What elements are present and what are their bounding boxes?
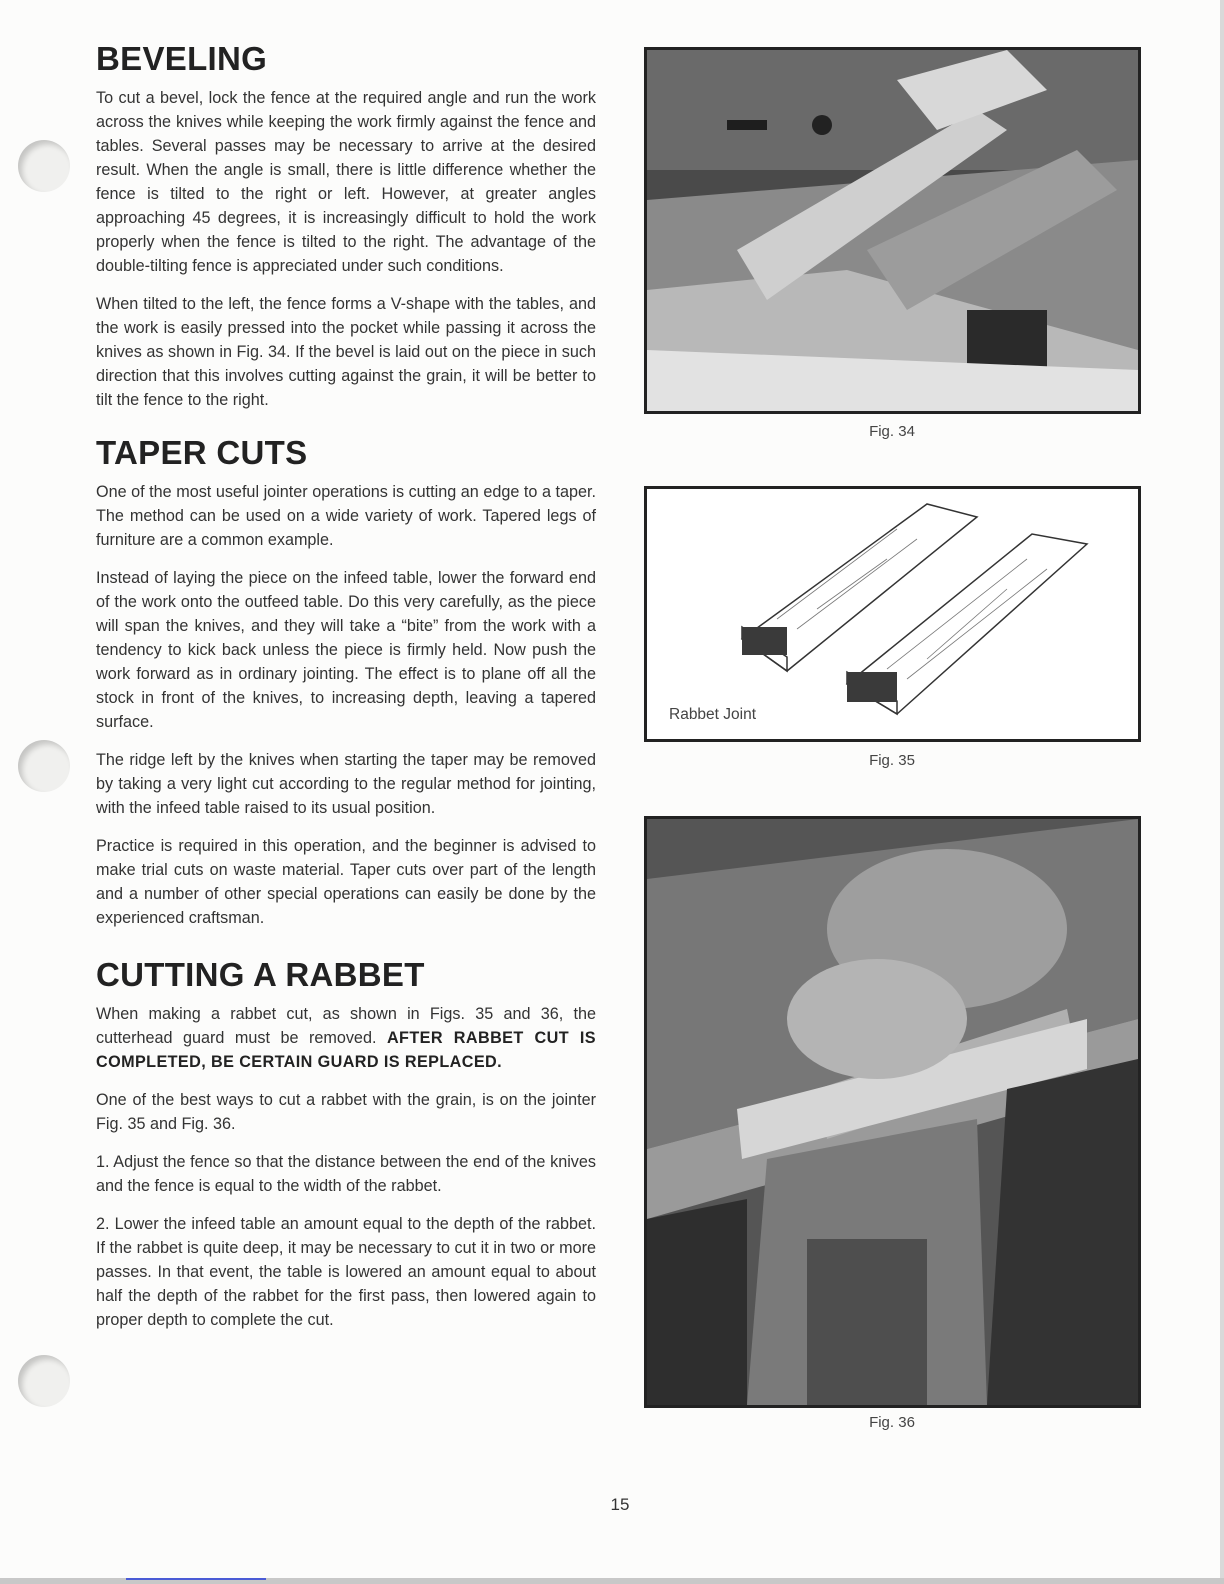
fig36-illustration [647,819,1138,1405]
section-cutting-rabbet [96,956,596,1332]
paragraph [96,1002,596,1074]
fig35-diagram [644,486,1141,742]
page-edge [1220,0,1224,1584]
paragraph: To cut a bevel, lock the fence at the required angle and run the work across the knives while keeping the work firmly against the fence and tables. Several passes may be necessary to arrive at the desired result. When the angle is small, there is little difference whether the fence is tilted to the right or left. However, at greater angles approaching 45 degrees, it is increasingly difficult to hold the work properly when the fence is tilted to the right. The advantage of the double-tilting fence is appreciated under such conditions. [96,89,596,275]
bottom-link-underline [126,1578,266,1580]
binder-hole [18,740,70,792]
fig34-caption: Fig. 34 [869,423,915,440]
section-taper-cuts [96,434,596,930]
fig36-caption: Fig. 36 [869,1414,915,1431]
paragraph: One of the most useful jointer operations is cutting an edge to a taper. The method can be used on a wide variety of work. Tapered legs of furniture are a common example. [96,483,596,549]
guard-warning: AFTER RABBET CUT IS COMPLETED, BE CERTAIN GUARD IS REPLACED. [96,1029,597,1071]
paragraph: The ridge left by the knives when starting the taper may be removed by taking a very light cut according to the regular method for jointing, with the infeed table raised to its usual position. [96,751,596,817]
page-number: 15 [610,1495,630,1514]
fig35-illustration [647,489,1138,739]
text-column [96,40,596,1348]
binder-hole [18,1355,70,1407]
heading-taper-cuts: TAPER CUTS [96,434,308,471]
step-2: 2. Lower the infeed table an amount equal to the depth of the rabbet. If the rabbet is quite deep, it may be necessary to cut it in two or more passes. In that event, the table is lowered an amount equal to about half the depth of the rabbet for the first pass, then lowered again to proper depth to complete the cut. [96,1215,596,1329]
paragraph: When tilted to the left, the fence forms a V-shape with the tables, and the work is easily pressed into the pocket while passing it across the knives as shown in Fig. 34. If the bevel is laid out on the piece in such direction that this involves cutting against the grain, it will be better to tilt the fence to the right. [96,295,596,409]
rabbet-lead-text: When making a rabbet cut, as shown in Figs. 35 and 36, the cutterhead guard must be removed. [96,1005,596,1047]
step-1: 1. Adjust the fence so that the distance between the end of the knives and the fence is equal to the width of the rabbet. [96,1153,596,1195]
section-beveling [96,40,596,412]
paragraph: One of the best ways to cut a rabbet with the grain, is on the jointer Fig. 35 and Fig. 36. [96,1091,596,1133]
fig35-caption: Fig. 35 [869,752,915,769]
paragraph: Instead of laying the piece on the infeed table, lower the forward end of the work onto the outfeed table. Do this very carefully, as the piece will span the knives, and they will take a “bite” from the work with a tendency to kick back unless the piece is firmly held. Now push the work forward as in ordinary jointing. The effect is to plane off all the stock in front of the knives, to increasing depth, leaving a tapered surface. [96,569,596,731]
heading-cutting-rabbet: CUTTING A RABBET [96,956,425,993]
fig36-photo [644,816,1141,1408]
rabbet-joint-label: Rabbet Joint [669,706,757,723]
binder-hole [18,140,70,192]
heading-beveling: BEVELING [96,40,268,77]
paragraph: Practice is required in this operation, and the beginner is advised to make trial cuts on waste material. Taper cuts over part of the length and a number of other special operations can easily be done by the experienced craftsman. [96,837,596,927]
fig34-photo [644,47,1141,414]
fig34-illustration [647,50,1138,411]
